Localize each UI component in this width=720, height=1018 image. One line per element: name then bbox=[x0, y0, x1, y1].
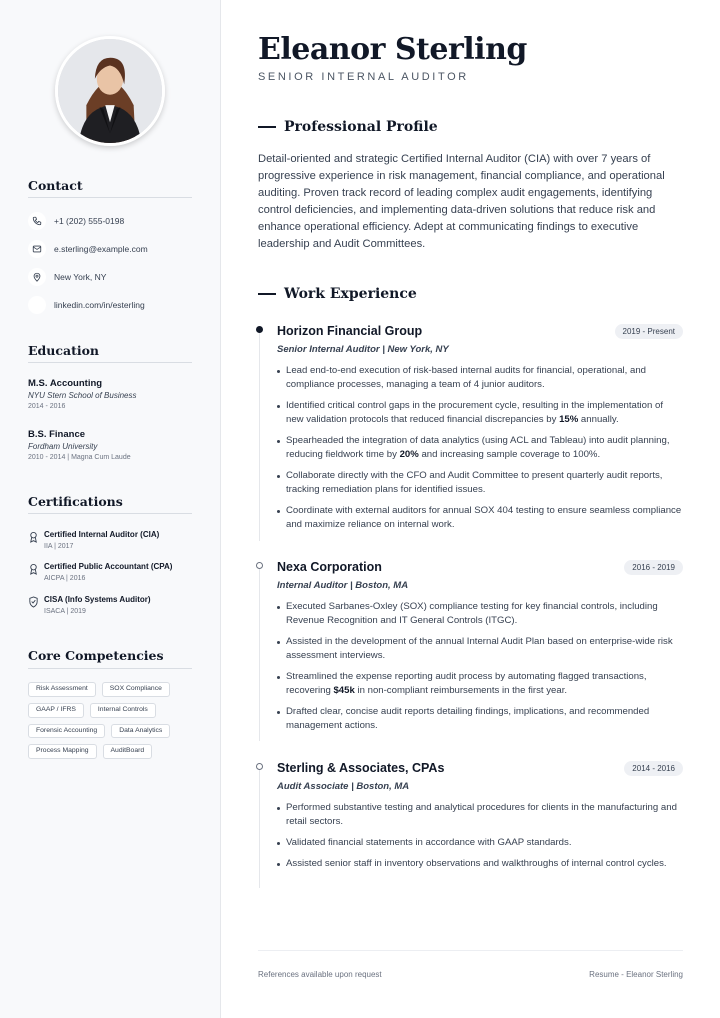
timeline-dot bbox=[256, 562, 263, 569]
school: NYU Stern School of Business bbox=[28, 391, 137, 400]
footer-references: References available upon request bbox=[258, 970, 382, 979]
certification-meta: IIA | 2017 bbox=[44, 543, 74, 550]
certification-name: Certified Public Accountant (CPA) bbox=[44, 562, 173, 571]
job-entry bbox=[277, 760, 683, 878]
job-role: Internal Auditor | Boston, MA bbox=[277, 580, 409, 591]
footer-divider bbox=[258, 950, 683, 951]
school: Fordham University bbox=[28, 442, 98, 451]
timeline-line bbox=[259, 569, 260, 741]
job-bullets bbox=[277, 600, 683, 733]
section-dash bbox=[258, 293, 276, 295]
company-name: Horizon Financial Group bbox=[277, 324, 423, 338]
location-text: New York, NY bbox=[54, 272, 107, 282]
shield-icon bbox=[28, 595, 40, 609]
competency-chip: Forensic Accounting bbox=[28, 724, 105, 739]
timeline-line bbox=[259, 770, 260, 888]
education-dates: 2010 - 2014 | Magna Cum Laude bbox=[28, 454, 131, 461]
bullet-item: Performed substantive testing and analytical procedures for clients in the manufacturing and retail sectors. bbox=[277, 801, 683, 829]
certification-name: Certified Internal Auditor (CIA) bbox=[44, 530, 160, 539]
linkedin-text: linkedin.com/in/esterling bbox=[54, 300, 145, 310]
education-dates: 2014 - 2016 bbox=[28, 403, 66, 410]
certification-item bbox=[28, 530, 208, 550]
job-bullets bbox=[277, 364, 683, 532]
competencies-heading: Core Competencies bbox=[28, 648, 164, 663]
bullet-item: Identified critical control gaps in the procurement cycle, resulting in the implementation of new validation protocols that reduced financial discrepancies by 15% annually. bbox=[277, 399, 683, 427]
competency-chip: AuditBoard bbox=[103, 744, 153, 759]
certification-item bbox=[28, 595, 208, 615]
competency-list bbox=[28, 682, 198, 759]
award-icon bbox=[28, 530, 40, 544]
bullet-item: Streamlined the expense reporting audit process by automating flagged transactions, recovering $45k in non-compliant reimbursements in the first year. bbox=[277, 670, 683, 698]
bullet-item: Validated financial statements in accordance with GAAP standards. bbox=[277, 836, 683, 850]
phone-icon bbox=[28, 212, 46, 230]
job-role: Senior Internal Auditor | New York, NY bbox=[277, 344, 449, 355]
bullet-item: Spearheaded the integration of data analytics (using ACL and Tableau) into audit planning, reducing fieldwork time by 20% and increasing sample coverage to 100%. bbox=[277, 434, 683, 462]
timeline-line bbox=[259, 333, 260, 541]
mail-icon bbox=[28, 240, 46, 258]
bullet-item: Executed Sarbanes-Oxley (SOX) compliance testing for key financial controls, including Revenue Recognition and IT General Controls (ITGC). bbox=[277, 600, 683, 628]
contact-phone[interactable] bbox=[28, 212, 124, 230]
job-entry bbox=[277, 559, 683, 740]
contact-divider bbox=[28, 197, 192, 198]
portrait-illustration bbox=[58, 39, 162, 143]
competency-chip: Risk Assessment bbox=[28, 682, 96, 697]
experience-heading: Work Experience bbox=[284, 286, 417, 302]
degree: M.S. Accounting bbox=[28, 378, 103, 389]
linkedin-icon bbox=[28, 296, 46, 314]
certification-name: CISA (Info Systems Auditor) bbox=[44, 595, 151, 604]
job-entry bbox=[277, 323, 683, 539]
bullet-item: Collaborate directly with the CFO and Audit Committee to present quarterly audit reports, tracking remediation plans for identified issues. bbox=[277, 469, 683, 497]
date-badge: 2014 - 2016 bbox=[624, 761, 683, 776]
contact-heading: Contact bbox=[28, 178, 83, 193]
date-badge: 2019 - Present bbox=[615, 324, 683, 339]
candidate-title: SENIOR INTERNAL AUDITOR bbox=[258, 71, 469, 83]
date-badge: 2016 - 2019 bbox=[624, 560, 683, 575]
competency-chip: SOX Compliance bbox=[102, 682, 170, 697]
degree: B.S. Finance bbox=[28, 429, 86, 440]
job-role: Audit Associate | Boston, MA bbox=[277, 781, 410, 792]
certification-meta: ISACA | 2019 bbox=[44, 608, 86, 615]
bullet-item: Coordinate with external auditors for annual SOX 404 testing to ensure seamless compliance and maximize reliance on internal work. bbox=[277, 504, 683, 532]
job-bullets bbox=[277, 801, 683, 871]
bullet-item: Assisted senior staff in inventory observations and walkthroughs of internal control cycles. bbox=[277, 857, 683, 871]
competency-chip: Internal Controls bbox=[90, 703, 156, 718]
email-text: e.sterling@example.com bbox=[54, 244, 148, 254]
timeline-dot bbox=[256, 326, 263, 333]
phone-text: +1 (202) 555-0198 bbox=[54, 216, 125, 226]
contact-linkedin[interactable] bbox=[28, 296, 145, 314]
certification-meta: AICPA | 2016 bbox=[44, 575, 86, 582]
competencies-divider bbox=[28, 668, 192, 669]
footer-resume-label: Resume - Eleanor Sterling bbox=[589, 970, 683, 979]
profile-summary: Detail-oriented and strategic Certified Internal Auditor (CIA) with over 7 years of progressive experience in risk management, financial compliance, and operational auditing. Proven track record of leading complex audit engagements, identifying control deficiencies, and implementing data-driven solutions that reduce risk and enhance operational efficiency. Adept at communicating findings to executive leadership and Audit Committees. bbox=[258, 153, 665, 250]
contact-email[interactable] bbox=[28, 240, 148, 258]
competency-chip: Data Analytics bbox=[111, 724, 170, 739]
certification-item bbox=[28, 562, 208, 582]
certifications-heading: Certifications bbox=[28, 494, 123, 509]
profile-section-heading bbox=[258, 119, 438, 135]
company-name: Nexa Corporation bbox=[277, 560, 382, 574]
contact-location bbox=[28, 268, 106, 286]
profile-photo bbox=[55, 36, 165, 146]
profile-heading: Professional Profile bbox=[284, 119, 438, 135]
bullet-item: Lead end-to-end execution of risk-based internal audits for financial, operational, and compliance processes, managing a team of 4 junior auditors. bbox=[277, 364, 683, 392]
timeline-dot bbox=[256, 763, 263, 770]
company-name: Sterling & Associates, CPAs bbox=[277, 761, 445, 775]
location-pin-icon bbox=[28, 268, 46, 286]
sidebar bbox=[0, 0, 221, 1018]
section-dash bbox=[258, 126, 276, 128]
bullet-item: Drafted clear, concise audit reports detailing findings, implications, and recommended management actions. bbox=[277, 705, 683, 733]
competency-chip: Process Mapping bbox=[28, 744, 97, 759]
education-divider bbox=[28, 362, 192, 363]
experience-section-heading bbox=[258, 286, 417, 302]
award-icon bbox=[28, 562, 40, 576]
education-item bbox=[28, 429, 198, 461]
education-heading: Education bbox=[28, 343, 100, 358]
main-content bbox=[221, 0, 720, 1018]
competency-chip: GAAP / IFRS bbox=[28, 703, 84, 718]
candidate-name: Eleanor Sterling bbox=[258, 32, 527, 67]
certifications-divider bbox=[28, 513, 192, 514]
education-item bbox=[28, 378, 198, 410]
bullet-item: Assisted in the development of the annual Internal Audit Plan based on enterprise-wide risk assessment interviews. bbox=[277, 635, 683, 663]
